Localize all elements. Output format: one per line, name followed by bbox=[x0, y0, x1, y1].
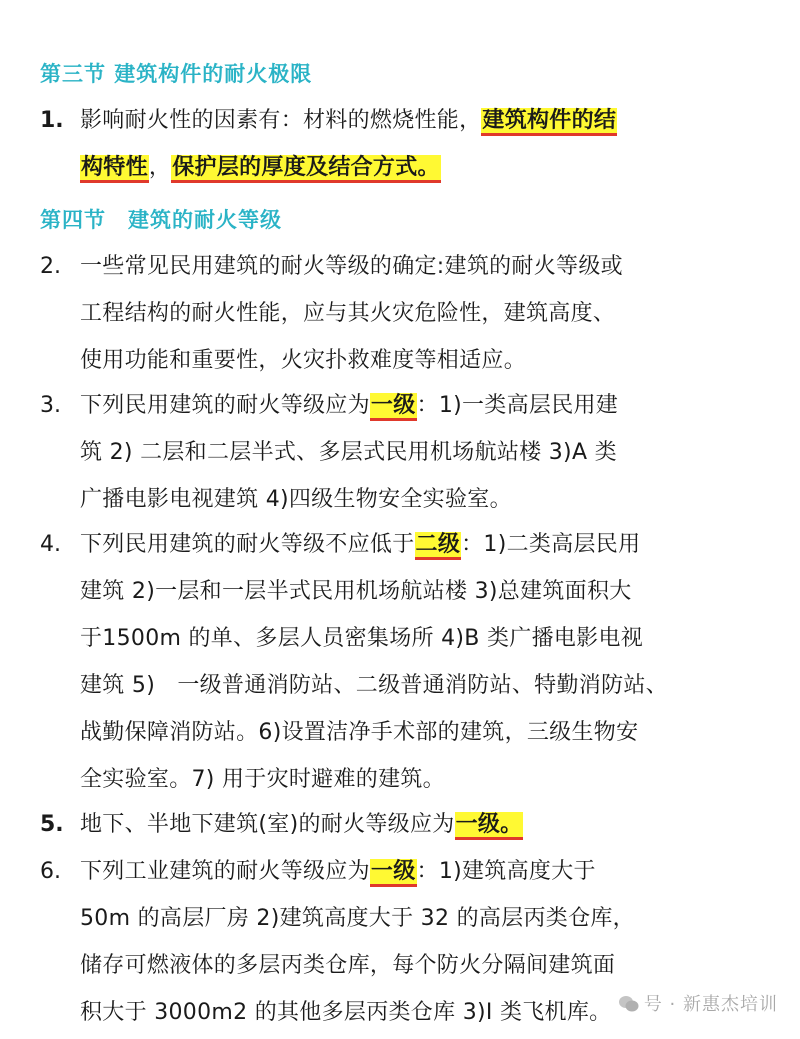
item-text: 下列工业建筑的耐火等级应为 bbox=[80, 859, 370, 884]
watermark bbox=[618, 990, 778, 1016]
item-text: ， bbox=[148, 155, 172, 180]
item-text: 战勤保障消防站。6)设置洁净手术部的建筑，三级生物安 bbox=[80, 720, 639, 745]
highlight: 一级 bbox=[370, 393, 417, 421]
item-number: 2. bbox=[40, 254, 61, 279]
item-number: 1. bbox=[40, 108, 64, 133]
item-text: 工程结构的耐火性能，应与其火灾危险性，建筑高度、 bbox=[80, 301, 616, 326]
highlight: 保护层的厚度及结合方式。 bbox=[171, 155, 441, 183]
item-text: ：1)建筑高度大于 bbox=[416, 859, 596, 884]
list-item-3 bbox=[40, 382, 760, 523]
item-text: 筑 2) 二层和二层半式、多层式民用机场航站楼 3)A 类 bbox=[80, 440, 617, 465]
item-text: 一些常见民用建筑的耐火等级的确定:建筑的耐火等级或 bbox=[80, 254, 623, 279]
highlight: 一级 bbox=[370, 859, 417, 887]
item-text: 于1500m 的单、多层人员密集场所 4)B 类广播电影电视 bbox=[80, 626, 644, 651]
section-3-heading: 第三节 建筑构件的耐火极限 bbox=[40, 62, 313, 86]
highlight: 二级 bbox=[415, 532, 462, 560]
item-text: 50m 的高层厂房 2)建筑高度大于 32 的高层丙类仓库， bbox=[80, 906, 635, 931]
highlight: 构特性 bbox=[80, 155, 149, 183]
item-text: 使用功能和重要性，火灾扑救难度等相适应。 bbox=[80, 348, 527, 373]
list-item-2 bbox=[40, 243, 760, 384]
item-text: 储存可燃液体的多层丙类仓库，每个防火分隔间建筑面 bbox=[80, 953, 616, 978]
item-number: 4. bbox=[40, 532, 61, 557]
item-text: 广播电影电视建筑 4)四级生物安全实验室。 bbox=[80, 487, 512, 512]
item-text: ：1)一类高层民用建 bbox=[416, 393, 619, 418]
list-item-4 bbox=[40, 521, 760, 803]
list-item-1 bbox=[40, 97, 760, 191]
item-text: 建筑 5) 一级普通消防站、二级普通消防站、特勤消防站、 bbox=[80, 673, 668, 698]
item-text: ：1)二类高层民用 bbox=[461, 532, 641, 557]
item-number: 3. bbox=[40, 393, 61, 418]
item-text: 地下、半地下建筑(室)的耐火等级应为 bbox=[80, 812, 455, 837]
item-text: 下列民用建筑的耐火等级不应低于 bbox=[80, 532, 415, 557]
item-text: 建筑 2)一层和一层半式民用机场航站楼 3)总建筑面积大 bbox=[80, 579, 632, 604]
list-item-5 bbox=[40, 801, 760, 848]
highlight: 一级。 bbox=[455, 812, 524, 840]
item-text: 全实验室。7) 用于灾时避难的建筑。 bbox=[80, 767, 445, 792]
item-text: 积大于 3000m2 的其他多层丙类仓库 3)I 类飞机库。 bbox=[80, 1000, 612, 1025]
section-4-heading: 第四节 建筑的耐火等级 bbox=[40, 208, 282, 232]
highlight: 建筑构件的结 bbox=[481, 108, 617, 136]
item-text: 影响耐火性的因素有：材料的燃烧性能， bbox=[80, 108, 482, 133]
item-number: 6. bbox=[40, 859, 61, 884]
item-text: 下列民用建筑的耐火等级应为 bbox=[80, 393, 370, 418]
item-number: 5. bbox=[40, 812, 64, 837]
watermark-text: 号 · 新惠杰培训 bbox=[643, 994, 778, 1015]
wechat-logo-icon bbox=[618, 995, 640, 1013]
